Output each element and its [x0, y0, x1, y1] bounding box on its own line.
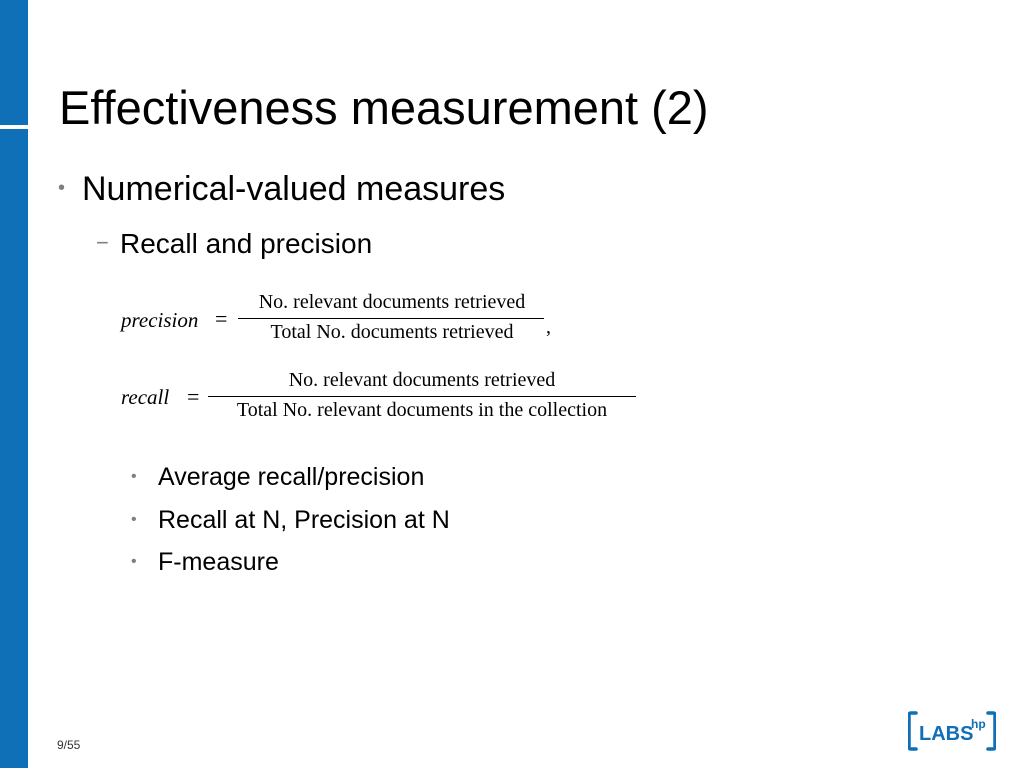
bullet-marker: •: [131, 553, 137, 570]
formula-denominator: Total No. documents retrieved: [270, 321, 514, 343]
sub-bullet-text: Recall and precision: [120, 228, 373, 259]
formula-numerator: No. relevant documents retrieved: [288, 369, 556, 391]
fraction-bar: [208, 396, 636, 397]
formula-numerator: No. relevant documents retrieved: [258, 291, 526, 313]
svg-text:LABS: LABS: [919, 723, 974, 745]
bullet-text: Numerical-valued measures: [82, 170, 506, 208]
formula-comma: ,: [546, 316, 551, 338]
list-item-average-recall: [131, 462, 424, 492]
bullet-marker: •: [58, 177, 66, 199]
bullet-marker: •: [131, 468, 137, 485]
formula-equals: =: [215, 306, 228, 331]
hp-labs-logo: [908, 711, 996, 751]
formula-lhs: precision: [121, 308, 199, 332]
title-rule: [0, 125, 28, 129]
formula-denominator: Total No. relevant documents in the collection: [236, 399, 608, 421]
bullet-numerical-measures: [58, 168, 505, 209]
formula-lhs: recall: [121, 385, 170, 409]
svg-text:hp: hp: [971, 717, 986, 731]
list-item-f-measure: [131, 547, 279, 577]
formula-equals: =: [187, 384, 200, 409]
sub-bullet-recall-precision: [96, 226, 372, 261]
bullet-marker: •: [131, 511, 137, 528]
list-item-recall-at-n: [131, 505, 450, 535]
page-number: 9/55: [57, 738, 81, 752]
dash-marker: −: [96, 230, 109, 255]
slide-title: Effectiveness measurement (2): [59, 81, 709, 134]
list-item-text: Recall at N, Precision at N: [158, 506, 450, 534]
left-accent-bar: [0, 0, 28, 768]
fraction-bar: [238, 318, 544, 319]
list-item-text: Average recall/precision: [158, 463, 425, 491]
list-item-text: F-measure: [158, 548, 279, 576]
